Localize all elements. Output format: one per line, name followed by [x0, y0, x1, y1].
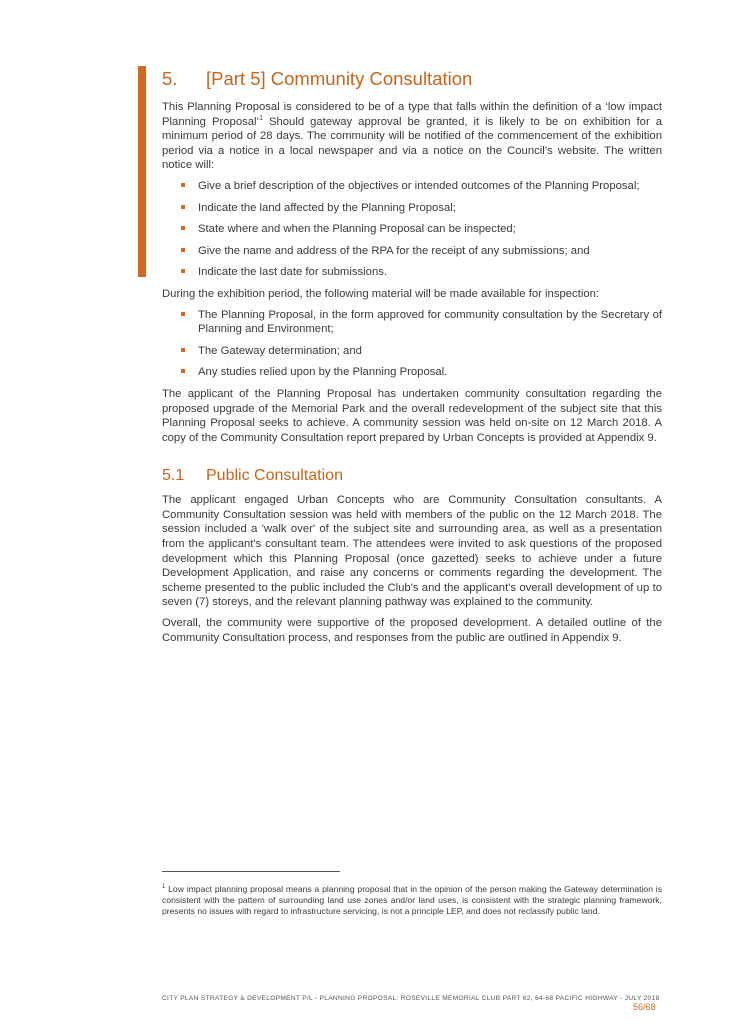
list-item-text: The Planning Proposal, in the form approved for community consultation by the Secretary of Planning and Environment; — [198, 308, 662, 336]
section-title: [Part 5] Community Consultation — [206, 68, 473, 89]
list-item-text: State where and when the Planning Proposal can be inspected; — [198, 223, 516, 236]
bullet-icon — [181, 205, 185, 209]
section-number: 5. — [162, 68, 178, 89]
page-footer: CITY PLAN STRATEGY & DEVELOPMENT P/L - PLANNING PROPOSAL: ROSEVILLE MEMORIAL CLUB PART 62, 64-68 PACIFIC HIGHWAY - JULY 2018 — [162, 995, 660, 1002]
footnote-reference: 1 — [259, 114, 263, 122]
exhibition-intro: During the exhibition period, the following material will be made available for inspection: — [162, 287, 600, 300]
list-item — [198, 365, 662, 380]
subsection-number: 5.1 — [162, 467, 185, 485]
footnote-divider — [162, 871, 340, 872]
list-item-text: Give the name and address of the RPA for the receipt of any submissions; and — [198, 244, 590, 257]
list-item — [198, 179, 662, 194]
bullet-icon — [181, 312, 185, 316]
list-item-text: Indicate the land affected by the Planning Proposal; — [198, 201, 456, 214]
list-item — [198, 344, 662, 359]
footnote-marker: 1 — [162, 884, 166, 891]
exhibition-list — [162, 308, 662, 380]
bullet-icon — [181, 348, 185, 352]
list-item — [198, 308, 662, 337]
bullet-icon — [181, 248, 185, 252]
list-item — [198, 222, 662, 237]
subsection-heading — [162, 465, 662, 487]
page-content — [162, 66, 662, 651]
list-item — [198, 244, 662, 259]
section-accent-bar — [138, 66, 146, 277]
page-number: 56/68 — [633, 1002, 656, 1012]
list-item — [198, 201, 662, 216]
footnote — [162, 884, 662, 916]
intro-text-end: Should gateway approval be granted, it is likely to be on exhibition for a minimum period of 28 days. The community will be notified of the commencement of the exhibition period via a notice in a local newspaper and via a notice on the Council’s website. The written notice will: — [162, 115, 662, 172]
list-item-text: Any studies relied upon by the Planning Proposal. — [198, 366, 448, 379]
intro-text-start: This Planning Proposal is considered to be of a type that falls within the definition of a ‘low impact Planning Proposal’ — [162, 101, 662, 128]
bullet-icon — [181, 183, 185, 187]
section-heading — [162, 66, 662, 92]
applicant-paragraph: The applicant of the Planning Proposal has undertaken community consultation regarding the proposed upgrade of the Memorial Park and the overall redevelopment of the subject site that this Planning Proposal seeks to achieve. A community session was held on-site on 12 March 2018. A copy of the Community Consultation report prepared by Urban Concepts is provided at Appendix 9. — [162, 387, 662, 444]
bullet-icon — [181, 269, 185, 273]
subsection-title: Public Consultation — [206, 467, 343, 485]
community-support-paragraph: Overall, the community were supportive of the proposed development. A detailed outline of the Community Consultation process, and responses from the public are outlined in Appendix 9. — [162, 617, 662, 644]
list-item — [198, 265, 662, 280]
bullet-icon — [181, 369, 185, 373]
list-item-text: Indicate the last date for submissions. — [198, 266, 388, 279]
intro-paragraph — [162, 100, 662, 173]
list-item-text: The Gateway determination; and — [198, 344, 362, 357]
public-consultation-paragraph: The applicant engaged Urban Concepts who are Community Consultation consultants. A Community Consultation session was held with members of the public on the 12 March 2018. The session included a 'walk over' of the subject site and surrounding area, as well as a presentation from the applicant's consultant team. The attendees were invited to ask questions of the proposed development which this Planning Proposal (once gazetted) seeks to achieve under a future Development Application, and raise any concerns or comments regarding the development. The scheme presented to the public included the Club's and the applicant's overall development of up to seven (7) storeys, and the relevant planning pathway was explained to the community. — [162, 494, 662, 609]
notice-list — [162, 179, 662, 280]
bullet-icon — [181, 226, 185, 230]
list-item-text: Give a brief description of the objectives or intended outcomes of the Planning Proposal; — [198, 179, 640, 192]
footnote-text: Low impact planning proposal means a planning proposal that in the opinion of the person making the Gateway determination is consistent with the pattern of surrounding land use zones and/or land uses, is consistent with the strategic planning framework, presents no issues with regard to infrastructure servicing, is not a principle LEP, and does not reclassify public land. — [162, 884, 662, 916]
